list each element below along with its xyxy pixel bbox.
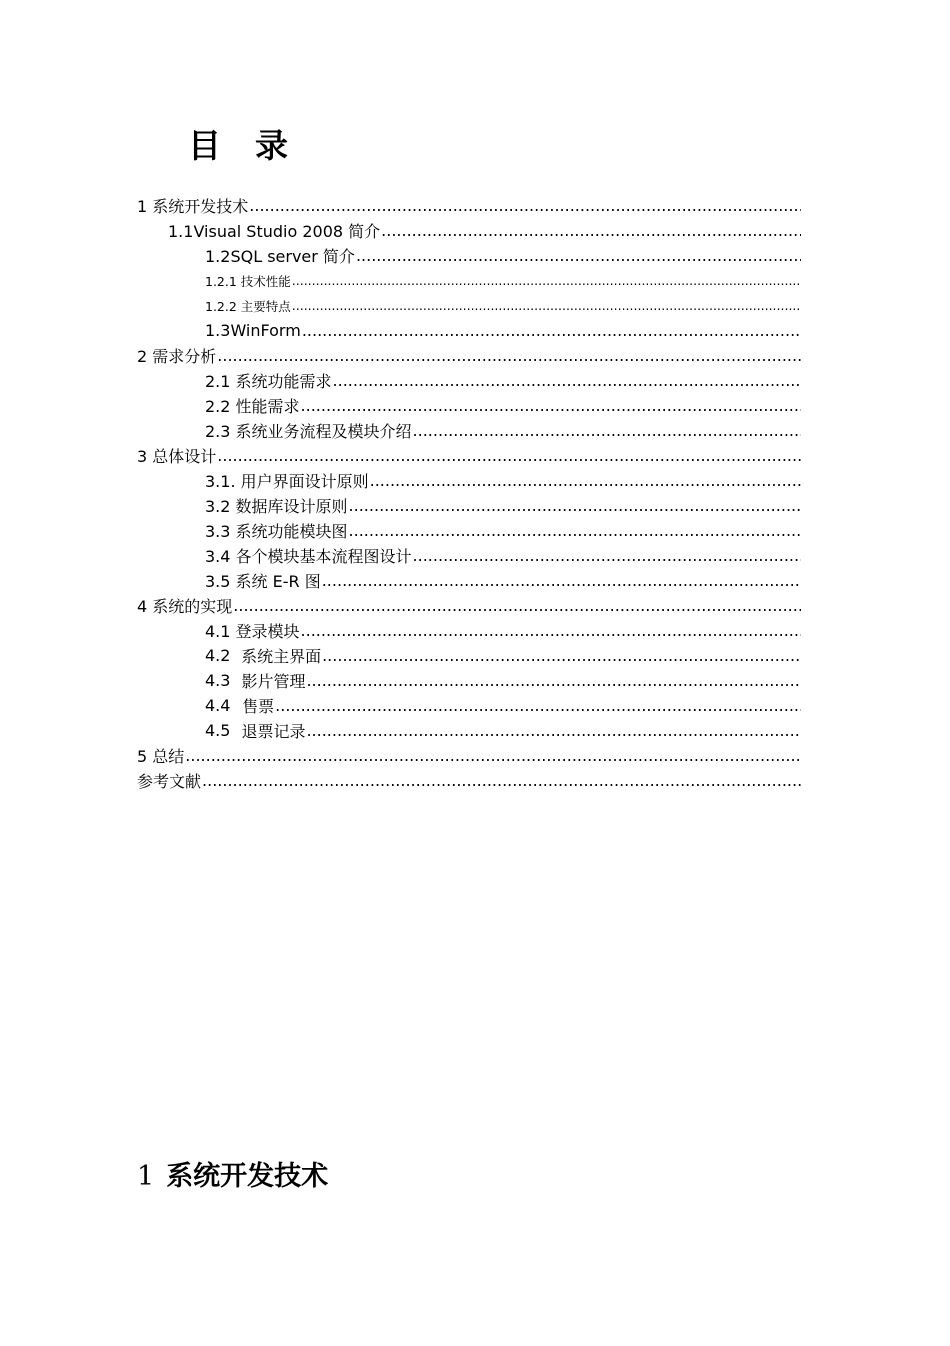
toc-entry-label: 1.2SQL server 简介 — [205, 247, 355, 266]
toc-entry-label: 3.3 系统功能模块图 — [205, 522, 348, 541]
toc-title-char: 录 — [255, 126, 288, 165]
toc-entry-label: 1 系统开发技术 — [137, 197, 249, 216]
toc-entry-number: 4.2 — [205, 646, 231, 665]
section-heading — [137, 1154, 328, 1193]
toc-entry-label: 4.1 登录模块 — [205, 622, 300, 641]
toc-leader-dots — [292, 273, 801, 288]
toc-leader-dots — [292, 298, 801, 313]
toc-entry-label: 2.2 性能需求 — [205, 397, 300, 416]
toc-entry-number: 4.4 — [205, 696, 231, 715]
toc-title-char: 目 — [188, 126, 221, 165]
toc-entry-number: 4.5 — [205, 721, 231, 740]
toc-entry[interactable] — [137, 218, 801, 243]
toc-leader-dots — [306, 721, 801, 740]
toc-entry-label: 系统主界面 — [241, 647, 322, 666]
toc-leader-dots — [356, 246, 801, 265]
toc-entry[interactable] — [137, 368, 801, 393]
toc-entry[interactable] — [137, 193, 801, 218]
toc-leader-dots — [185, 746, 801, 765]
toc-leader-dots — [381, 221, 801, 240]
toc-entry-label: 3 总体设计 — [137, 447, 217, 466]
toc-entry-label: 3.1. 用户界面设计原则 — [205, 472, 369, 491]
toc-entry-label: 5 总结 — [137, 747, 185, 766]
toc-entry[interactable] — [137, 493, 801, 518]
toc-title — [188, 120, 288, 167]
toc-entry-label: 参考文献 — [137, 772, 202, 791]
toc-entry-label: 影片管理 — [241, 672, 306, 691]
toc-entry-label: 2 需求分析 — [137, 347, 217, 366]
section-number: 1 — [137, 1161, 155, 1192]
toc-entry-label: 3.5 系统 E-R 图 — [205, 572, 321, 591]
toc-leader-dots — [302, 321, 801, 340]
toc-leader-dots — [349, 521, 801, 540]
toc-entry[interactable] — [137, 768, 801, 793]
toc-entry-label: 1.3WinForm — [205, 321, 301, 340]
toc-entry[interactable] — [137, 393, 801, 418]
toc-entry[interactable] — [137, 268, 801, 293]
toc-entry-label: 3.4 各个模块基本流程图设计 — [205, 547, 412, 566]
toc-entry-label: 1.2.1 技术性能 — [205, 273, 291, 289]
toc-leader-dots — [370, 471, 801, 490]
toc-leader-dots — [349, 496, 801, 515]
section-title: 系统开发技术 — [166, 1161, 329, 1192]
toc-entry-label: 3.2 数据库设计原则 — [205, 497, 348, 516]
toc-leader-dots — [322, 646, 801, 665]
toc-entry[interactable] — [137, 468, 801, 493]
toc-entry[interactable] — [137, 243, 801, 268]
toc-entry[interactable] — [137, 743, 801, 768]
toc-entry[interactable] — [137, 618, 801, 643]
toc-leader-dots — [301, 396, 801, 415]
toc-leader-dots — [413, 421, 801, 440]
toc-leader-dots — [322, 571, 801, 590]
toc-entry[interactable] — [137, 643, 801, 668]
toc-leader-dots — [413, 546, 801, 565]
toc-entry-label: 2.1 系统功能需求 — [205, 372, 332, 391]
toc-leader-dots — [217, 346, 801, 365]
toc-leader-dots — [233, 596, 801, 615]
toc-entry-label: 售票 — [242, 697, 275, 716]
toc-entry[interactable] — [137, 568, 801, 593]
table-of-contents — [137, 193, 801, 793]
toc-entry-label: 2.3 系统业务流程及模块介绍 — [205, 422, 412, 441]
toc-leader-dots — [306, 671, 801, 690]
toc-leader-dots — [333, 371, 801, 390]
toc-entry[interactable] — [137, 443, 801, 468]
toc-leader-dots — [217, 446, 801, 465]
toc-leader-dots — [249, 196, 801, 215]
toc-leader-dots — [202, 771, 801, 790]
toc-entry-number: 4.3 — [205, 671, 231, 690]
toc-leader-dots — [301, 621, 801, 640]
toc-entry[interactable] — [137, 293, 801, 318]
toc-entry[interactable] — [137, 318, 801, 343]
toc-entry-label: 4 系统的实现 — [137, 597, 233, 616]
toc-entry[interactable] — [137, 668, 801, 693]
toc-entry[interactable] — [137, 343, 801, 368]
toc-entry[interactable] — [137, 693, 801, 718]
toc-entry[interactable] — [137, 718, 801, 743]
toc-entry-label: 1.2.2 主要特点 — [205, 298, 291, 314]
toc-entry[interactable] — [137, 593, 801, 618]
toc-leader-dots — [275, 696, 801, 715]
toc-entry[interactable] — [137, 518, 801, 543]
toc-entry-label: 退票记录 — [241, 722, 306, 741]
toc-entry-label: 1.1Visual Studio 2008 简介 — [168, 222, 381, 241]
toc-entry[interactable] — [137, 418, 801, 443]
toc-entry[interactable] — [137, 543, 801, 568]
